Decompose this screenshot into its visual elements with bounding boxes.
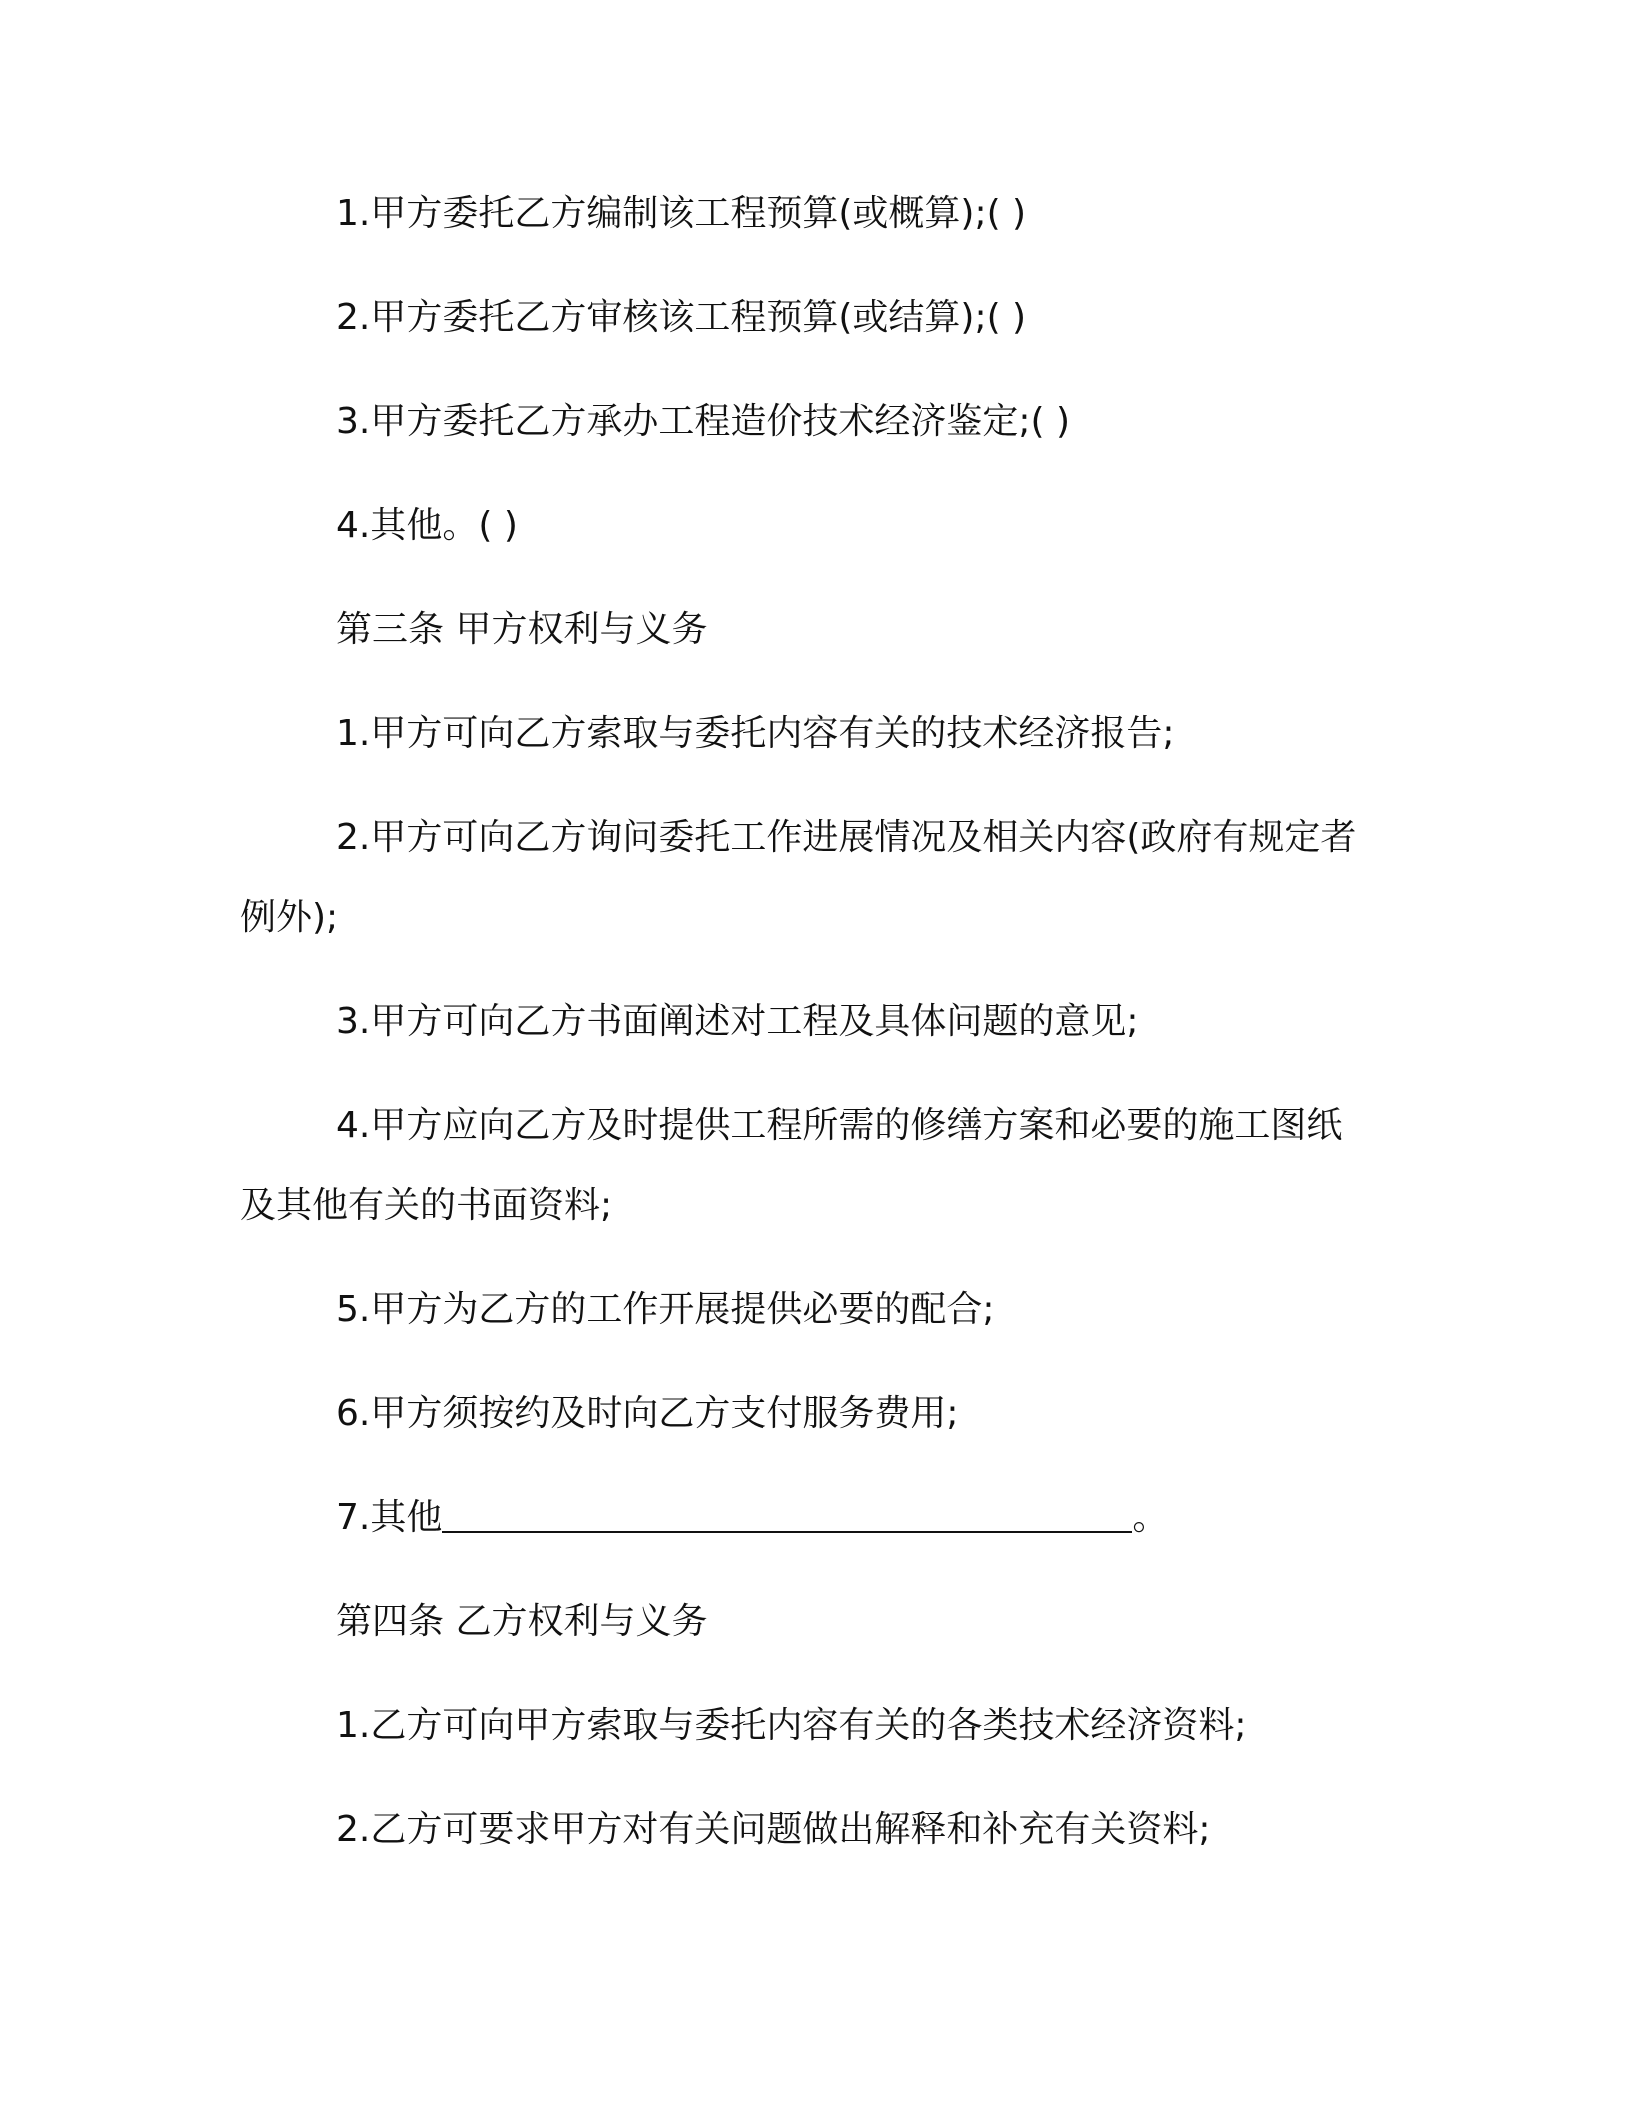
line-text: 及其他有关的书面资料; [240, 1185, 613, 1226]
line-text: 2.甲方委托乙方审核该工程预算(或结算);( ) [336, 297, 1027, 338]
line-text: 1.乙方可向甲方索取与委托内容有关的各类技术经济资料; [336, 1705, 1247, 1746]
section-3-heading [336, 592, 1486, 668]
party-a-item-2-line-1 [336, 800, 1486, 876]
party-a-item-2-line-2 [240, 880, 1390, 956]
party-b-item-2 [336, 1792, 1486, 1868]
line-text: 3.甲方可向乙方书面阐述对工程及具体问题的意见; [336, 1001, 1139, 1042]
line-text: 5.甲方为乙方的工作开展提供必要的配合; [336, 1289, 995, 1330]
line-text: 例外); [240, 897, 339, 938]
section-title: 第三条 甲方权利与义务 [336, 609, 708, 650]
line-text: 2.乙方可要求甲方对有关问题做出解释和补充有关资料; [336, 1809, 1211, 1850]
line-text: 2.甲方可向乙方询问委托工作进展情况及相关内容(政府有规定者 [336, 817, 1357, 858]
item-3-appraisal [336, 384, 1486, 460]
party-b-item-1 [336, 1688, 1486, 1764]
line-text: 6.甲方须按约及时向乙方支付服务费用; [336, 1393, 959, 1434]
party-a-item-7 [336, 1480, 1486, 1556]
party-a-item-1 [336, 696, 1486, 772]
line-text: 7.其他 [336, 1497, 443, 1538]
item-2-review [336, 280, 1486, 356]
blank-fill-line [442, 1495, 1132, 1533]
section-title: 第四条 乙方权利与义务 [336, 1601, 708, 1642]
line-text: 3.甲方委托乙方承办工程造价技术经济鉴定;( ) [336, 401, 1071, 442]
party-a-item-3 [336, 984, 1486, 1060]
item-4-other [336, 488, 1486, 564]
line-end-punct: 。 [1132, 1497, 1169, 1538]
party-a-item-6 [336, 1376, 1486, 1452]
party-a-item-5 [336, 1272, 1486, 1348]
party-a-item-4-line-1 [336, 1088, 1486, 1164]
line-text: 1.甲方可向乙方索取与委托内容有关的技术经济报告; [336, 713, 1175, 754]
party-a-item-4-line-2 [240, 1168, 1390, 1244]
section-4-heading [336, 1584, 1486, 1660]
line-text: 4.甲方应向乙方及时提供工程所需的修缮方案和必要的施工图纸 [336, 1105, 1343, 1146]
line-text: 4.其他。( ) [336, 505, 518, 546]
line-text: 1.甲方委托乙方编制该工程预算(或概算);( ) [336, 193, 1027, 234]
item-1-budget [336, 176, 1486, 252]
